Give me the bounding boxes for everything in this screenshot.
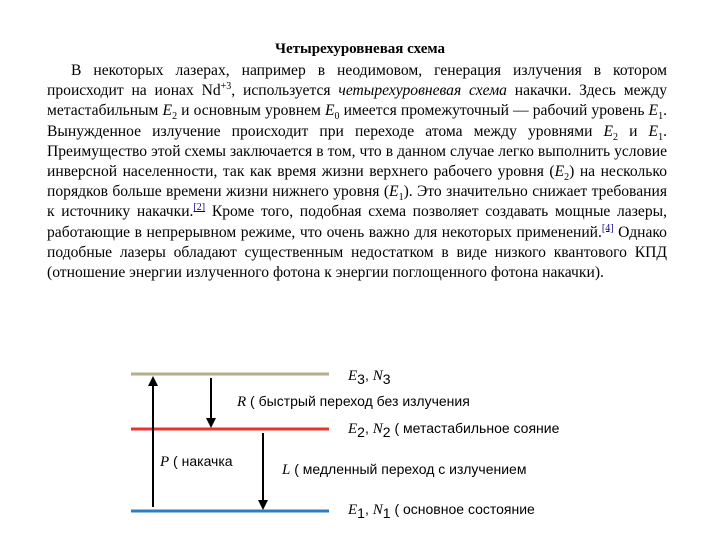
text-run: . Вынужденное излучение происходит при переходе атома между уровнями [47,102,667,140]
symbol-e: E [603,122,614,140]
text-run: и [618,122,649,140]
symbol-e: E [389,183,399,201]
text-run: В некоторых лазерах, например в неодимовом, генерация излучения в котором происходит на ионах Nd [47,62,667,100]
reference-link-4[interactable]: [4] [601,222,614,234]
symbol-e: E [162,102,173,120]
subscript: 1 [658,131,664,143]
text-run: имеется промежуточный — рабочий уровень [339,102,649,120]
subscript: 2 [613,131,619,143]
symbol-e: E [325,102,335,120]
subscript: 1 [398,192,404,204]
subscript: 1 [658,111,664,123]
text-run: . Преимущество этой схемы заключается в том, что в данном случае легко выполнить условие инверсной населенности, так как время жизни верхнего рабочего уровня ( [47,122,667,181]
text-run: Кроме того, подобная схема позволяет создавать мощные лазеры, работающие в непрерывном режиме, что очень важно для некоторых применений. [47,203,667,241]
subscript: 2 [564,172,570,184]
pump-label: P ( накачка [160,453,233,470]
fast-transition-label: R ( быстрый переход без излучения [237,393,470,410]
level-2-label: E2, N2 ( метастабильное сояние [348,420,560,440]
level-3-label: E3, N3 [348,367,391,387]
text-run: накачки. Здесь между метастабильным [47,82,667,120]
lasing-transition-label: L ( медленный переход с излучением [282,461,527,478]
text-run: , используется [231,82,339,100]
subscript: 2 [172,111,178,123]
symbol-e: E [554,163,565,181]
page-title: Четырехуровневая схема [274,41,446,57]
text-run: ). Это значительно снижает требования к источнику накачки. [47,183,667,221]
italic-term: четырехуровневая схема [338,82,507,100]
superscript: +3 [220,81,232,93]
reference-link-2[interactable]: [2] [193,202,206,214]
symbol-e: E [648,102,659,120]
subscript: 0 [334,111,340,123]
symbol-e: E [648,122,659,140]
text-run: ) на несколько порядков больше времени жизни нижнего уровня ( [47,163,667,201]
level-1-label: E1, N1 ( основное состояние [348,501,535,521]
text-run: и основным уровнем [177,102,326,120]
text-run: Однако подобные лазеры обладают существенным недостатком в виде низкого квантового КПД (отношение энергии излученного фотона к энергии поглощенного фотона накачки). [47,223,667,282]
